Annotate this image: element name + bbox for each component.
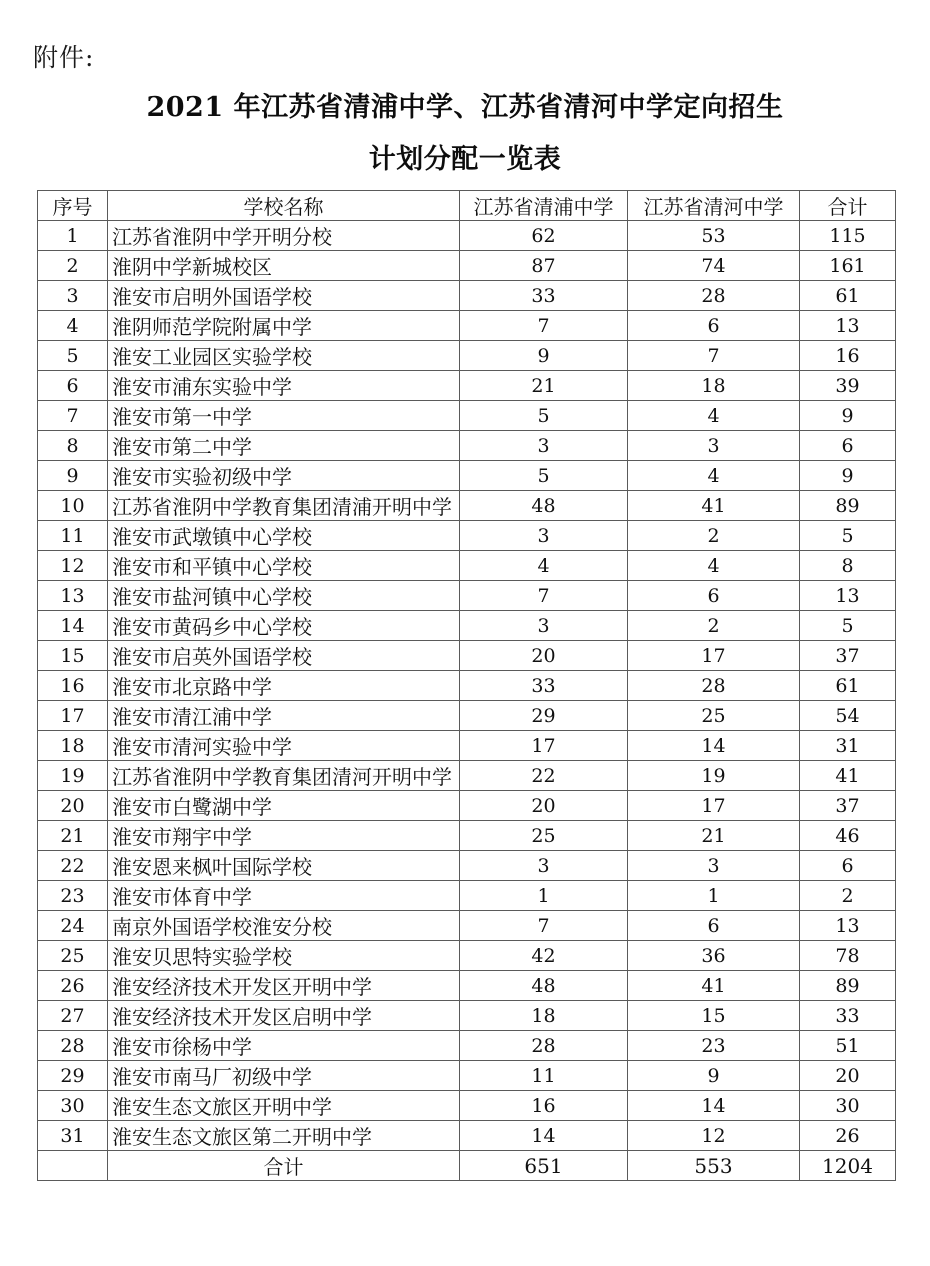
row-qingpu-count: 48: [460, 971, 628, 1001]
row-school-name: 淮安市北京路中学: [108, 671, 460, 701]
row-total-count: 89: [800, 971, 896, 1001]
row-school-name: 淮安市盐河镇中心学校: [108, 581, 460, 611]
row-index: 4: [38, 311, 108, 341]
row-qingpu-count: 7: [460, 311, 628, 341]
row-total-count: 161: [800, 251, 896, 281]
row-index: 14: [38, 611, 108, 641]
row-qingpu-count: 3: [460, 611, 628, 641]
row-qinghe-count: 14: [628, 731, 800, 761]
row-qinghe-count: 3: [628, 851, 800, 881]
row-school-name: 淮安市黄码乡中心学校: [108, 611, 460, 641]
total-row-label: 合计: [108, 1151, 460, 1181]
row-qingpu-count: 3: [460, 521, 628, 551]
table-row: [38, 791, 896, 821]
row-index: 17: [38, 701, 108, 731]
row-index: 6: [38, 371, 108, 401]
table-row: [38, 671, 896, 701]
row-qinghe-count: 15: [628, 1001, 800, 1031]
row-qingpu-count: 25: [460, 821, 628, 851]
row-index: 21: [38, 821, 108, 851]
row-school-name: 淮安生态文旅区开明中学: [108, 1091, 460, 1121]
total-row-qinghe: 553: [628, 1151, 800, 1181]
attachment-label: 附件:: [33, 43, 95, 72]
row-qinghe-count: 4: [628, 401, 800, 431]
table-row: [38, 1121, 896, 1151]
row-total-count: 26: [800, 1121, 896, 1151]
row-index: 30: [38, 1091, 108, 1121]
row-school-name: 淮安市启英外国语学校: [108, 641, 460, 671]
row-qinghe-count: 41: [628, 491, 800, 521]
row-qinghe-count: 25: [628, 701, 800, 731]
row-school-name: 淮安生态文旅区第二开明中学: [108, 1121, 460, 1151]
row-total-count: 16: [800, 341, 896, 371]
table-row: [38, 701, 896, 731]
row-qingpu-count: 21: [460, 371, 628, 401]
row-qingpu-count: 5: [460, 401, 628, 431]
row-total-count: 5: [800, 521, 896, 551]
row-qinghe-count: 28: [628, 671, 800, 701]
row-total-count: 89: [800, 491, 896, 521]
page-title: [0, 82, 930, 186]
row-qingpu-count: 87: [460, 251, 628, 281]
row-index: 13: [38, 581, 108, 611]
row-qingpu-count: 20: [460, 791, 628, 821]
row-total-count: 115: [800, 221, 896, 251]
table-row: [38, 941, 896, 971]
column-header-qingpu: 江苏省清浦中学: [460, 191, 628, 221]
row-school-name: 淮安市白鹭湖中学: [108, 791, 460, 821]
row-qingpu-count: 17: [460, 731, 628, 761]
row-school-name: 淮安经济技术开发区开明中学: [108, 971, 460, 1001]
row-qinghe-count: 6: [628, 581, 800, 611]
row-qinghe-count: 36: [628, 941, 800, 971]
row-qinghe-count: 14: [628, 1091, 800, 1121]
row-qingpu-count: 1: [460, 881, 628, 911]
row-index: 27: [38, 1001, 108, 1031]
row-index: 15: [38, 641, 108, 671]
table-total-row: [38, 1151, 896, 1181]
table-row: [38, 431, 896, 461]
column-header-school: 学校名称: [108, 191, 460, 221]
row-index: 29: [38, 1061, 108, 1091]
row-qingpu-count: 18: [460, 1001, 628, 1031]
enrollment-plan-table: [37, 190, 896, 1181]
table-footer: [38, 1151, 896, 1181]
row-qinghe-count: 18: [628, 371, 800, 401]
row-qingpu-count: 4: [460, 551, 628, 581]
page-title-line-2: 计划分配一览表: [368, 144, 562, 175]
row-qingpu-count: 3: [460, 431, 628, 461]
row-qingpu-count: 16: [460, 1091, 628, 1121]
row-qingpu-count: 9: [460, 341, 628, 371]
column-header-total: 合计: [800, 191, 896, 221]
row-index: 22: [38, 851, 108, 881]
row-qingpu-count: 28: [460, 1031, 628, 1061]
row-index: 2: [38, 251, 108, 281]
row-total-count: 78: [800, 941, 896, 971]
row-total-count: 37: [800, 641, 896, 671]
row-school-name: 淮安市翔宇中学: [108, 821, 460, 851]
table-row: [38, 611, 896, 641]
row-index: 11: [38, 521, 108, 551]
row-total-count: 61: [800, 281, 896, 311]
table-row: [38, 731, 896, 761]
table-header: [38, 191, 896, 221]
row-index: 1: [38, 221, 108, 251]
row-qingpu-count: 14: [460, 1121, 628, 1151]
row-qinghe-count: 2: [628, 611, 800, 641]
row-qinghe-count: 1: [628, 881, 800, 911]
table-row: [38, 851, 896, 881]
row-qingpu-count: 62: [460, 221, 628, 251]
row-total-count: 61: [800, 671, 896, 701]
row-index: 23: [38, 881, 108, 911]
table-row: [38, 521, 896, 551]
row-index: 5: [38, 341, 108, 371]
row-qinghe-count: 17: [628, 791, 800, 821]
row-school-name: 江苏省淮阴中学教育集团清河开明中学: [108, 761, 460, 791]
row-qinghe-count: 6: [628, 311, 800, 341]
row-school-name: 江苏省淮阴中学开明分校: [108, 221, 460, 251]
row-total-count: 20: [800, 1061, 896, 1091]
row-qinghe-count: 17: [628, 641, 800, 671]
row-index: 26: [38, 971, 108, 1001]
row-school-name: 淮阴中学新城校区: [108, 251, 460, 281]
table-row: [38, 1031, 896, 1061]
table-row: [38, 1061, 896, 1091]
row-index: 18: [38, 731, 108, 761]
row-qinghe-count: 9: [628, 1061, 800, 1091]
row-index: 28: [38, 1031, 108, 1061]
row-total-count: 2: [800, 881, 896, 911]
row-qinghe-count: 12: [628, 1121, 800, 1151]
table-row: [38, 1001, 896, 1031]
row-school-name: 南京外国语学校淮安分校: [108, 911, 460, 941]
row-index: 12: [38, 551, 108, 581]
row-qinghe-count: 4: [628, 551, 800, 581]
row-index: 19: [38, 761, 108, 791]
row-qingpu-count: 3: [460, 851, 628, 881]
row-qinghe-count: 6: [628, 911, 800, 941]
table-row: [38, 401, 896, 431]
row-qingpu-count: 22: [460, 761, 628, 791]
row-school-name: 淮安市清江浦中学: [108, 701, 460, 731]
plan-table-container: [37, 190, 895, 1181]
row-qinghe-count: 3: [628, 431, 800, 461]
row-total-count: 6: [800, 431, 896, 461]
row-qingpu-count: 48: [460, 491, 628, 521]
table-row: [38, 761, 896, 791]
table-row: [38, 311, 896, 341]
header-row: [38, 191, 896, 221]
table-row: [38, 461, 896, 491]
table-row: [38, 971, 896, 1001]
row-index: 31: [38, 1121, 108, 1151]
row-qinghe-count: 7: [628, 341, 800, 371]
row-total-count: 37: [800, 791, 896, 821]
row-qingpu-count: 20: [460, 641, 628, 671]
row-qinghe-count: 53: [628, 221, 800, 251]
table-row: [38, 551, 896, 581]
row-total-count: 33: [800, 1001, 896, 1031]
table-row: [38, 821, 896, 851]
row-qinghe-count: 28: [628, 281, 800, 311]
row-qingpu-count: 11: [460, 1061, 628, 1091]
row-qingpu-count: 33: [460, 671, 628, 701]
row-qingpu-count: 42: [460, 941, 628, 971]
row-school-name: 江苏省淮阴中学教育集团清浦开明中学: [108, 491, 460, 521]
row-school-name: 淮安市浦东实验中学: [108, 371, 460, 401]
row-qingpu-count: 5: [460, 461, 628, 491]
row-qinghe-count: 21: [628, 821, 800, 851]
row-school-name: 淮安市南马厂初级中学: [108, 1061, 460, 1091]
row-total-count: 54: [800, 701, 896, 731]
row-school-name: 淮安市启明外国语学校: [108, 281, 460, 311]
table-row: [38, 581, 896, 611]
row-qinghe-count: 74: [628, 251, 800, 281]
row-school-name: 淮安工业园区实验学校: [108, 341, 460, 371]
table-body: [38, 221, 896, 1151]
row-qinghe-count: 19: [628, 761, 800, 791]
row-index: 7: [38, 401, 108, 431]
row-index: 25: [38, 941, 108, 971]
table-row: [38, 911, 896, 941]
row-qinghe-count: 4: [628, 461, 800, 491]
table-row: [38, 251, 896, 281]
row-total-count: 39: [800, 371, 896, 401]
row-total-count: 30: [800, 1091, 896, 1121]
row-school-name: 淮安市和平镇中心学校: [108, 551, 460, 581]
row-total-count: 13: [800, 311, 896, 341]
table-row: [38, 371, 896, 401]
row-index: 3: [38, 281, 108, 311]
row-total-count: 46: [800, 821, 896, 851]
column-header-qinghe: 江苏省清河中学: [628, 191, 800, 221]
row-school-name: 淮安市徐杨中学: [108, 1031, 460, 1061]
row-total-count: 13: [800, 581, 896, 611]
row-qingpu-count: 33: [460, 281, 628, 311]
row-school-name: 淮阴师范学院附属中学: [108, 311, 460, 341]
row-qinghe-count: 2: [628, 521, 800, 551]
row-qinghe-count: 41: [628, 971, 800, 1001]
total-row-qingpu: 651: [460, 1151, 628, 1181]
row-index: 9: [38, 461, 108, 491]
row-total-count: 9: [800, 461, 896, 491]
total-row-index: [38, 1151, 108, 1181]
row-total-count: 31: [800, 731, 896, 761]
column-header-index: 序号: [38, 191, 108, 221]
row-school-name: 淮安市体育中学: [108, 881, 460, 911]
row-index: 8: [38, 431, 108, 461]
row-qingpu-count: 7: [460, 911, 628, 941]
row-total-count: 9: [800, 401, 896, 431]
row-qingpu-count: 7: [460, 581, 628, 611]
row-qingpu-count: 29: [460, 701, 628, 731]
table-row: [38, 1091, 896, 1121]
table-row: [38, 221, 896, 251]
row-school-name: 淮安市实验初级中学: [108, 461, 460, 491]
page-title-line-1: 2021 年江苏省清浦中学、江苏省清河中学定向招生: [146, 92, 784, 123]
total-row-total: 1204: [800, 1151, 896, 1181]
row-school-name: 淮安贝思特实验学校: [108, 941, 460, 971]
row-school-name: 淮安市第一中学: [108, 401, 460, 431]
row-school-name: 淮安恩来枫叶国际学校: [108, 851, 460, 881]
row-total-count: 51: [800, 1031, 896, 1061]
table-row: [38, 491, 896, 521]
row-total-count: 13: [800, 911, 896, 941]
row-school-name: 淮安市武墩镇中心学校: [108, 521, 460, 551]
row-index: 16: [38, 671, 108, 701]
row-school-name: 淮安经济技术开发区启明中学: [108, 1001, 460, 1031]
row-total-count: 8: [800, 551, 896, 581]
table-row: [38, 641, 896, 671]
row-school-name: 淮安市清河实验中学: [108, 731, 460, 761]
row-total-count: 6: [800, 851, 896, 881]
row-index: 20: [38, 791, 108, 821]
row-index: 24: [38, 911, 108, 941]
row-index: 10: [38, 491, 108, 521]
row-total-count: 41: [800, 761, 896, 791]
row-qinghe-count: 23: [628, 1031, 800, 1061]
row-total-count: 5: [800, 611, 896, 641]
row-school-name: 淮安市第二中学: [108, 431, 460, 461]
table-row: [38, 281, 896, 311]
table-row: [38, 341, 896, 371]
table-row: [38, 881, 896, 911]
